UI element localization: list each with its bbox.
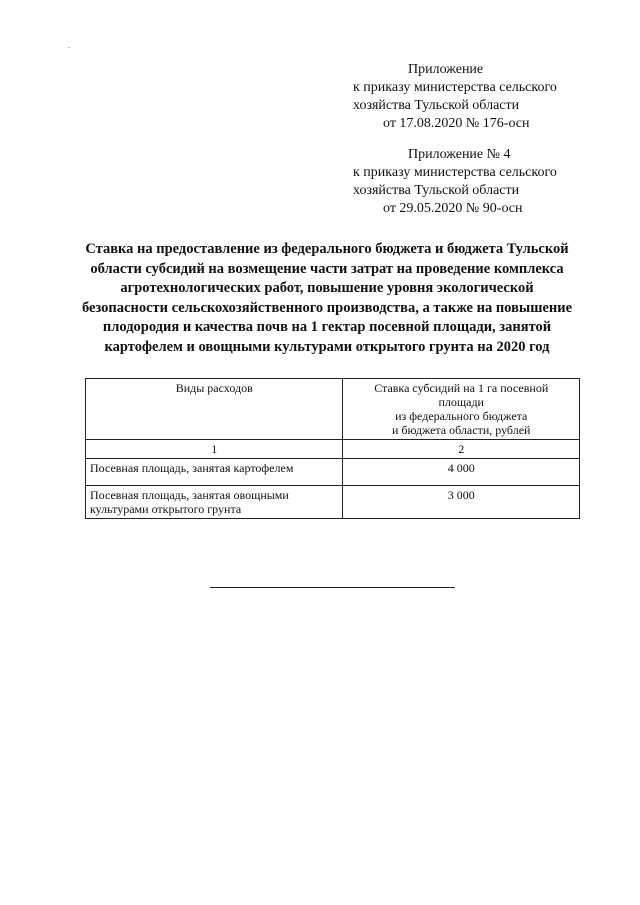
appendix-header-line: хозяйства Тульской области [353, 98, 520, 113]
subsidy-rate-cell: 4 000 [343, 459, 580, 486]
column-number: 2 [343, 440, 580, 459]
title-line: безопасности сельскохозяйственного производства, а также на повышение [81, 299, 573, 316]
appendix-header-current [345, 61, 585, 133]
appendix-header-line: от 17.08.2020 № 176-осн [383, 116, 530, 131]
appendix-header-line: Приложение [408, 62, 484, 77]
column-header-line: из федерального бюджета [395, 409, 528, 423]
column-number-row [86, 440, 580, 459]
appendix-header-line: к приказу министерства сельского [353, 80, 557, 95]
subsidy-rates-table [85, 378, 580, 519]
column-header-expense-type: Виды расходов [86, 379, 343, 440]
column-header-line: и бюджета области, рублей [391, 423, 531, 437]
appendix-header-line: от 29.05.2020 № 90-осн [383, 201, 523, 216]
expense-type-cell: Посевная площадь, занятая картофелем [86, 459, 343, 486]
document-title [72, 240, 582, 358]
column-number: 1 [86, 440, 343, 459]
scan-speck [68, 47, 70, 48]
title-line: агротехнологических работ, повышение уровня экологической [120, 280, 534, 297]
subsidy-rate-cell: 3 000 [343, 486, 580, 519]
appendix-header-line: Приложение № 4 [408, 147, 511, 162]
expense-type-cell: Посевная площадь, занятая овощными культурами открытого грунта [86, 486, 343, 519]
appendix-header-line: к приказу министерства сельского [353, 165, 557, 180]
column-header-subsidy-rate [343, 379, 580, 440]
title-line: Ставка на предоставление из федерального бюджета и бюджета Тульской [85, 241, 569, 257]
table-row [86, 459, 580, 486]
appendix-header-original [345, 146, 585, 218]
title-line: плодородия и качества почв на 1 гектар посевной площади, занятой [102, 319, 552, 336]
end-divider-line [210, 587, 455, 588]
table-row [86, 486, 580, 519]
title-line: картофелем и овощными культурами открытого грунта на 2020 год [104, 338, 550, 355]
column-header-line: Ставка субсидий на 1 га посевной [374, 381, 549, 395]
appendix-header-line: хозяйства Тульской области [353, 183, 520, 198]
title-line: области субсидий на возмещение части затрат на проведение комплекса [90, 260, 564, 277]
table-header-row [86, 379, 580, 440]
column-header-line: площади [438, 395, 484, 409]
